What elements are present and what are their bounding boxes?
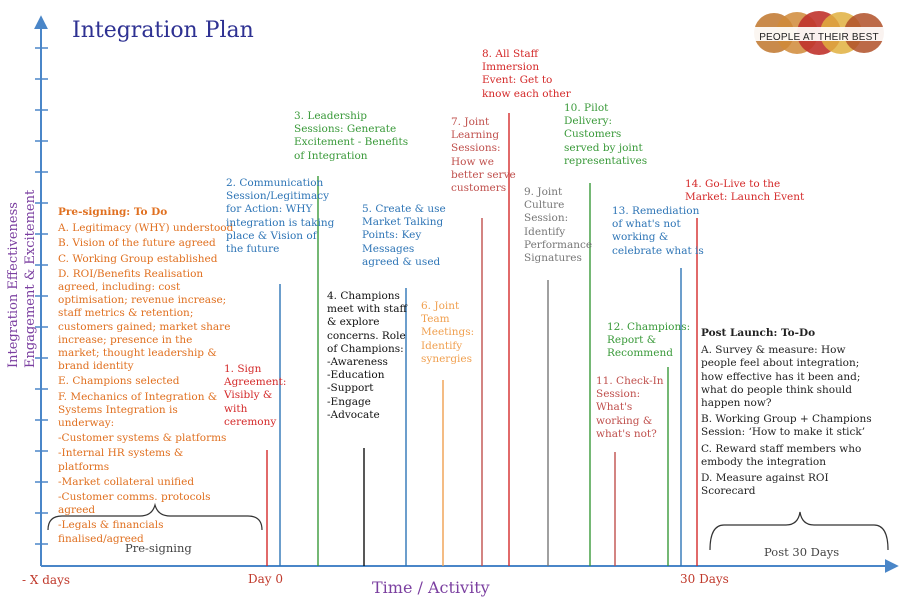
pre-signing-item: -Market collateral unified — [58, 475, 195, 488]
step-12: 12. Champions: Report & Recommend — [607, 321, 691, 360]
step-6: 6. Joint Team Meetings: Identify synergies — [421, 300, 475, 365]
pre-signing-item: E. Champions selected — [58, 375, 180, 388]
pre-signing-item: B. Vision of the future agreed — [58, 237, 216, 250]
post-launch-todo — [701, 327, 873, 498]
step-2: 2. Communication Session/Legitimacy for Action: WHY integration is taking place & Vision of the future — [226, 177, 335, 256]
pre-signing-item: -Customer comms. protocols agreed — [58, 491, 211, 517]
step-5: 5. Create & use Market Talking Points: Key Messages agreed & used — [362, 203, 446, 268]
post-30-days-phase-label: Post 30 Days — [764, 545, 840, 559]
pre-signing-heading: Pre-signing: To Do — [58, 206, 168, 218]
page-title: Integration Plan — [72, 18, 254, 43]
y-axis-label-engagement: Engagement & Excitement — [23, 189, 38, 368]
step-10: 10. Pilot Delivery: Customers served by joint representatives — [564, 102, 648, 167]
step-1: 1. Sign Agreement: Visibly & with ceremony — [224, 363, 287, 428]
brand-logo — [752, 8, 886, 58]
step-3: 3. Leadership Sessions: Generate Excitement - Benefits of Integration — [294, 110, 409, 162]
step-8: 8. All Staff Immersion Event: Get to know each other — [482, 48, 571, 100]
step-11: 11. Check-In Session: What's working & what's not? — [596, 375, 664, 440]
post-launch-item: A. Survey & measure: How people feel about integration; how effective has it been and; what do people think should happen now? — [701, 344, 861, 410]
pre-signing-item: C. Working Group established — [58, 252, 218, 265]
x-tick-start: - X days — [22, 573, 70, 587]
pre-signing-item: D. ROI/Benefits Realisation agreed, including: cost optimisation; revenue increase; staff metrics & retention; customers gained; market share increase; presence in the market; thought leadership & brand identity — [58, 267, 231, 373]
pre-signing-item: F. Mechanics of Integration & Systems Integration is underway: — [58, 390, 218, 430]
x-tick-day-0: Day 0 — [248, 572, 284, 586]
step-7: 7. Joint Learning Sessions: How we better serve customers — [451, 116, 516, 195]
pre-signing-todo — [58, 206, 234, 546]
post-launch-item: C. Reward staff members who embody the integration — [701, 442, 862, 468]
y-axis-label-effectiveness: Integration Effectiveness — [6, 202, 21, 368]
step-14: 14. Go-Live to the Market: Launch Event — [685, 178, 805, 204]
step-9: 9. Joint Culture Session: Identify Performance Signatures — [524, 186, 593, 265]
post-launch-heading: Post Launch: To-Do — [701, 327, 816, 339]
pre-signing-item: -Customer systems & platforms — [58, 432, 227, 445]
step-4: 4. Champions meet with staff & explore concerns. Role of Champions: -Awareness -Education -Support -Engage -Advocate — [327, 290, 407, 421]
logo-text: PEOPLE AT THEIR BEST — [759, 32, 879, 43]
x-axis-label: Time / Activity — [372, 578, 490, 597]
pre-signing-phase-label: Pre-signing — [125, 541, 192, 555]
post-launch-item: D. Measure against ROI Scorecard — [701, 472, 829, 498]
pre-signing-item: A. Legitimacy (WHY) understood — [58, 222, 234, 235]
pre-signing-item: -Internal HR systems & platforms — [58, 447, 184, 473]
x-tick-30-days: 30 Days — [680, 572, 729, 586]
pre-signing-list — [58, 222, 234, 546]
step-13: 13. Remediation of what's not working & celebrate what is — [612, 205, 704, 257]
pre-signing-item: -Legals & financials finalised/agreed — [58, 519, 164, 545]
post-launch-item: B. Working Group + Champions Session: ‘How to make it stick’ — [701, 413, 872, 439]
